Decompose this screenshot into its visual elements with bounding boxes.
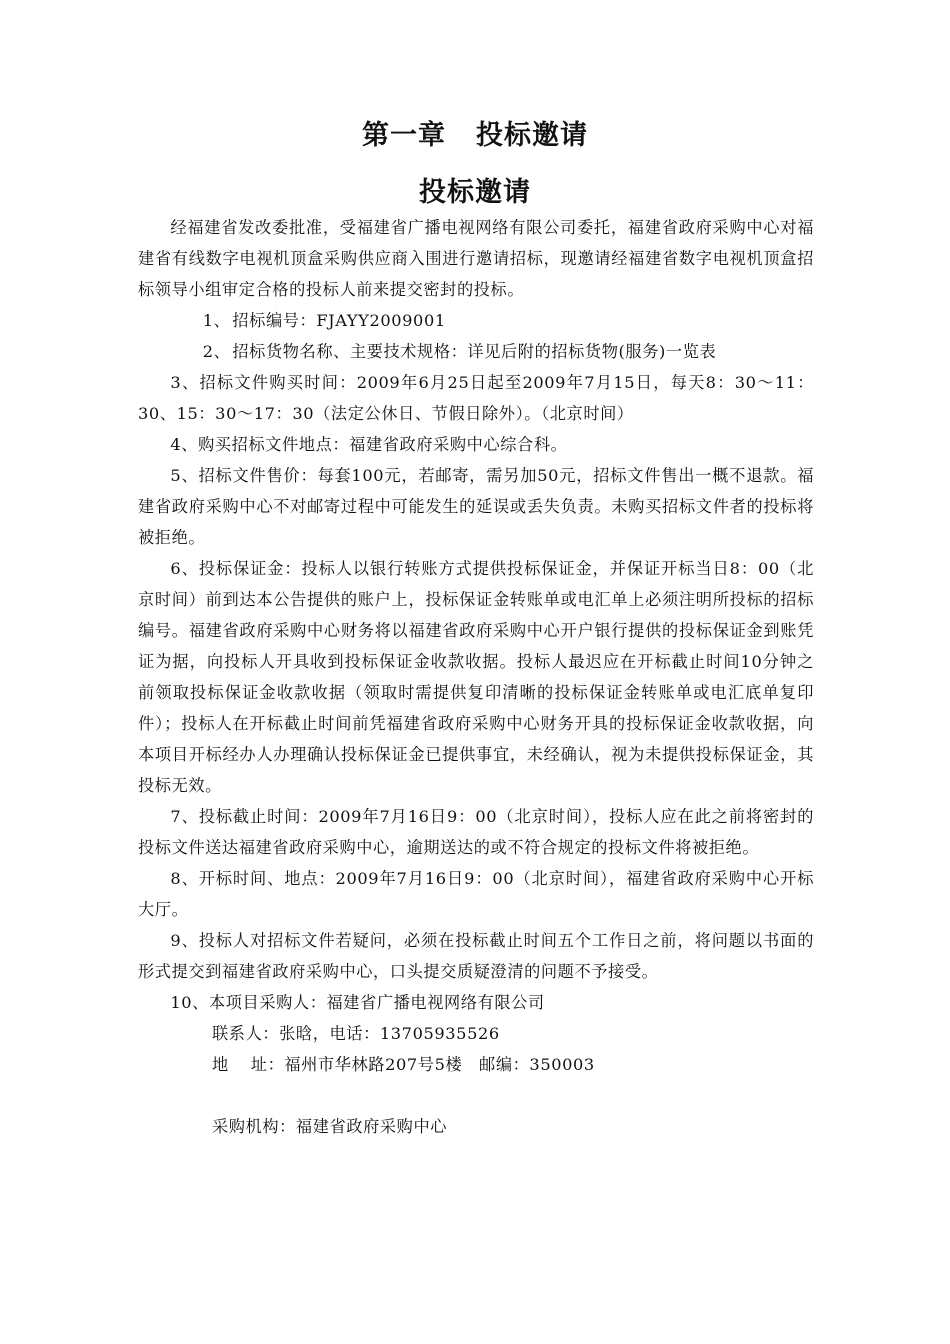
document-title: 投标邀请 [419, 177, 531, 208]
item-10: 10、本项目采购人：福建省广播电视网络有限公司 [170, 993, 545, 1012]
contact-person: 联系人：张晗，电话：13705935526 [212, 1024, 500, 1043]
item-1-text: 招标编号：FJAYY2009001 [232, 311, 446, 330]
item-9: 9、投标人对招标文件若疑问，必须在投标截止时间五个工作日之前，将问题以书面的形式提交到福建省政府采购中心，口头提交质疑澄清的问题不予接受。 [138, 931, 814, 981]
chapter-title-text: 投标邀请 [476, 120, 588, 151]
purchasing-agency: 采购机构：福建省政府采购中心 [212, 1117, 448, 1136]
address-value: 福州市华林路207号5楼 邮编：350003 [284, 1055, 595, 1074]
chapter-number: 第一章 [362, 120, 446, 151]
item-4: 4、购买招标文件地点：福建省政府采购中心综合科。 [170, 435, 568, 454]
item-2-number: 2、 [202, 342, 231, 361]
item-3: 3、招标文件购买时间：2009年6月25日起至2009年7月15日，每天8：30～11：30、15：30～17：30（法定公休日、节假日除外）。（北京时间） [138, 373, 814, 423]
item-7: 7、投标截止时间：2009年7月16日9：00（北京时间），投标人应在此之前将密封的投标文件送达福建省政府采购中心，逾期送达的或不符合规定的投标文件将被拒绝。 [138, 807, 814, 857]
address-label-part-a: 地 [212, 1055, 229, 1074]
chapter-heading [0, 116, 950, 156]
item-5: 5、招标文件售价：每套100元，若邮寄，需另加50元，招标文件售出一概不退款。福建省政府采购中心不对邮寄过程中可能发生的延误或丢失负责。未购买招标文件者的投标将被拒绝。 [138, 466, 814, 547]
item-8: 8、开标时间、地点：2009年7月16日9：00（北京时间），福建省政府采购中心开标大厅。 [138, 869, 814, 919]
blank-line [138, 1080, 814, 1111]
item-1-number: 1、 [202, 311, 231, 330]
item-1 [138, 305, 814, 336]
document-body [138, 212, 814, 1142]
contact-address [138, 1049, 814, 1080]
intro-paragraph: 经福建省发改委批准，受福建省广播电视网络有限公司委托，福建省政府采购中心对福建省有线数字电视机顶盒采购供应商入围进行邀请招标，现邀请经福建省数字电视机顶盒招标领导小组审定合格的投标人前来提交密封的投标。 [138, 218, 814, 299]
item-6: 6、投标保证金：投标人以银行转账方式提供投标保证金，并保证开标当日8：00（北京时间）前到达本公告提供的账户上，投标保证金转账单或电汇单上必须注明所投标的招标编号。福建省政府采购中心财务将以福建省政府采购中心开户银行提供的投标保证金到账凭证为据，向投标人开具收到投标保证金收款收据。投标人最迟应在开标截止时间10分钟之前领取投标保证金收款收据（领取时需提供复印清晰的投标保证金转账单或电汇底单复印件）；投标人在开标截止时间前凭福建省政府采购中心财务开具的投标保证金收款收据，向本项目开标经办人办理确认投标保证金已提供事宜，未经确认，视为未提供投标保证金，其投标无效。 [138, 559, 814, 795]
item-2-text: 招标货物名称、主要技术规格：详见后附的招标货物(服务)一览表 [232, 342, 717, 361]
item-2 [138, 336, 814, 367]
address-label-part-b: 址： [250, 1055, 285, 1074]
